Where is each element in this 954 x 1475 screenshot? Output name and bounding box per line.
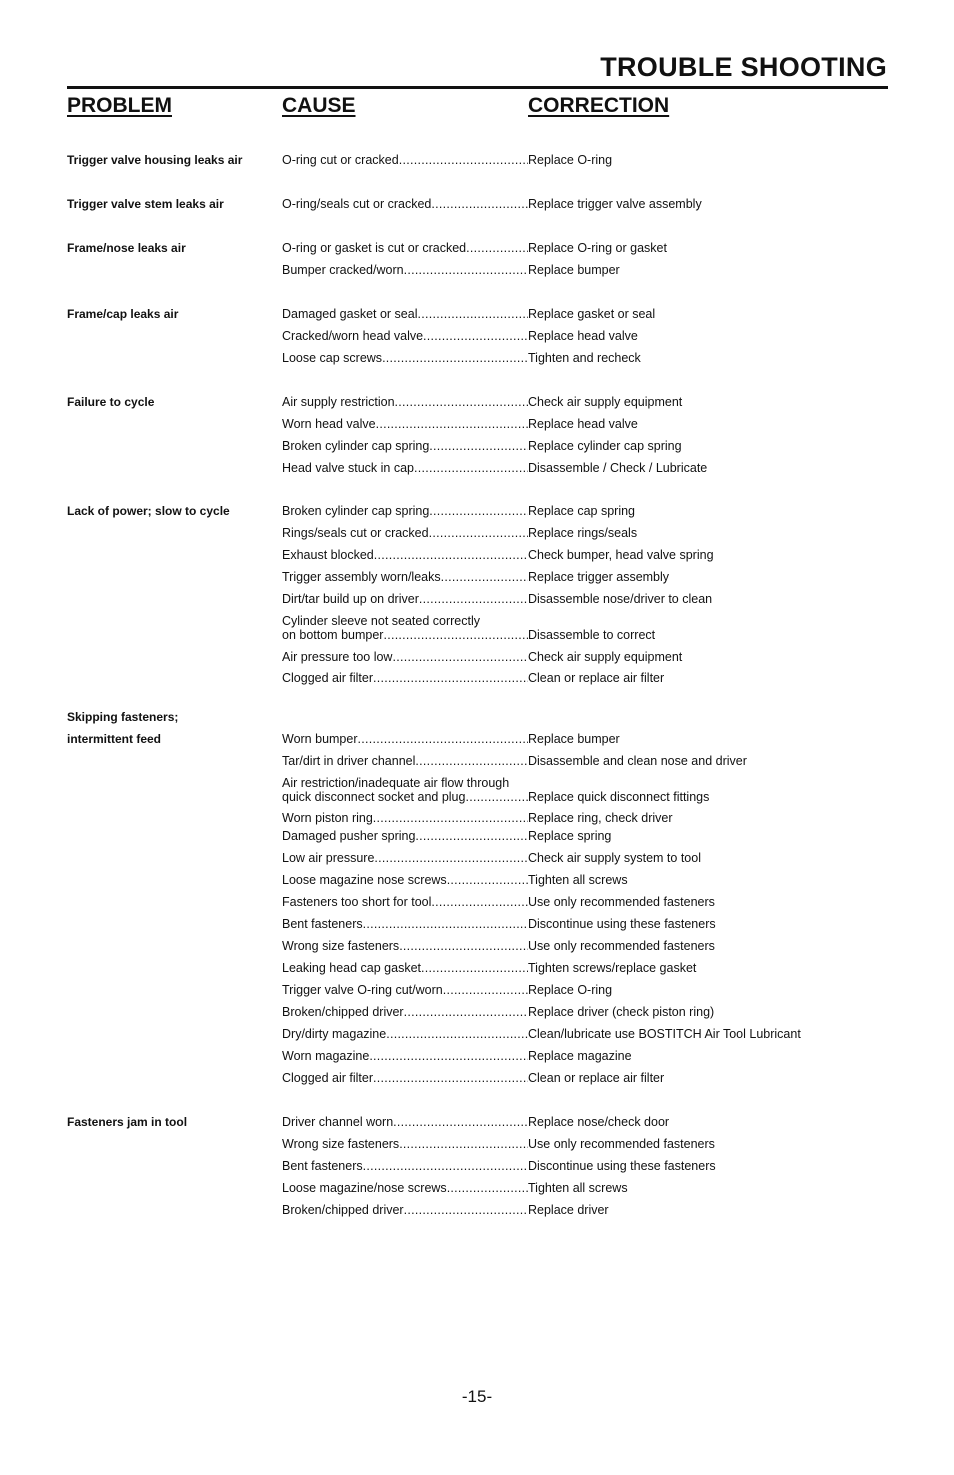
dot-leader — [404, 1005, 528, 1019]
cause-text: Exhaust blocked — [282, 548, 374, 562]
cause-cell — [282, 329, 528, 343]
problem-label: Fasteners jam in tool — [67, 1115, 188, 1129]
correction-text: Clean or replace air filter — [528, 1071, 665, 1085]
cause-text: Head valve stuck in cap — [282, 461, 415, 475]
cause-cell — [282, 1027, 528, 1041]
dot-leader — [395, 395, 528, 409]
cause-text: Wrong size fasteners — [282, 1137, 400, 1151]
cause-text: Worn bumper — [282, 732, 358, 746]
dot-leader — [421, 961, 528, 975]
cause-cell — [282, 671, 528, 685]
cause-text: O-ring/seals cut or cracked — [282, 197, 432, 211]
dot-leader — [415, 829, 528, 843]
dot-leader — [423, 329, 528, 343]
dot-leader — [363, 1159, 528, 1173]
cause-text: O-ring or gasket is cut or cracked — [282, 241, 467, 255]
cause-cell — [282, 307, 528, 321]
correction-text: Replace gasket or seal — [528, 307, 656, 321]
cause-text: O-ring cut or cracked — [282, 153, 399, 167]
dot-leader — [466, 241, 528, 255]
dot-leader — [373, 671, 528, 685]
cause-text: quick disconnect socket and plug — [282, 790, 466, 804]
cause-text-line1: Cylinder sleeve not seated correctly — [282, 614, 481, 628]
correction-text: Check air supply equipment — [528, 395, 683, 409]
correction-text: Disassemble and clean nose and driver — [528, 754, 747, 768]
cause-text: Driver channel worn — [282, 1115, 394, 1129]
cause-text: Loose magazine/nose screws — [282, 1181, 447, 1195]
cause-cell — [282, 650, 528, 664]
correction-text: Tighten and recheck — [528, 351, 641, 365]
cause-cell — [282, 1137, 528, 1151]
cause-cell — [282, 417, 528, 431]
cause-text: Bent fasteners — [282, 1159, 363, 1173]
correction-text: Check bumper, head valve spring — [528, 548, 714, 562]
cause-cell — [282, 829, 528, 843]
correction-text: Discontinue using these fasteners — [528, 917, 716, 931]
cause-text: Damaged gasket or seal — [282, 307, 418, 321]
correction-text: Replace O-ring or gasket — [528, 241, 667, 255]
cause-cell — [282, 153, 528, 167]
problem-label: Frame/cap leaks air — [67, 307, 179, 321]
cause-text: Loose magazine nose screws — [282, 873, 447, 887]
correction-text: Replace trigger assembly — [528, 570, 670, 584]
cause-text-line1: Air restriction/inadequate air flow through — [282, 776, 510, 790]
cause-cell — [282, 732, 528, 746]
cause-cell — [282, 754, 528, 768]
cause-text: Dry/dirty magazine — [282, 1027, 387, 1041]
dot-leader — [418, 307, 529, 321]
dot-leader — [465, 790, 528, 804]
problem-label-line1: Skipping fasteners; — [67, 710, 179, 724]
cause-text: Worn magazine — [282, 1049, 370, 1063]
cause-text: Broken/chipped driver — [282, 1005, 404, 1019]
correction-text: Replace driver (check piston ring) — [528, 1005, 715, 1019]
cause-cell — [282, 570, 528, 584]
correction-text: Replace driver — [528, 1203, 609, 1217]
correction-text: Replace bumper — [528, 263, 620, 277]
cause-text: Clogged air filter — [282, 671, 374, 685]
cause-cell — [282, 526, 528, 540]
cause-cell — [282, 939, 528, 953]
cause-cell — [282, 351, 528, 365]
correction-text: Replace O-ring — [528, 153, 613, 167]
problem-label: intermittent feed — [67, 732, 162, 746]
cause-text: Low air pressure — [282, 851, 375, 865]
page-title: TROUBLE SHOOTING — [600, 52, 887, 82]
cause-text: Dirt/tar build up on driver — [282, 592, 419, 606]
dot-leader — [447, 873, 528, 887]
cause-text: Worn piston ring — [282, 811, 373, 825]
cause-cell — [282, 197, 528, 211]
cause-cell — [282, 592, 528, 606]
cause-cell — [282, 851, 528, 865]
dot-leader — [358, 732, 529, 746]
title-rule — [67, 86, 888, 89]
cause-cell — [282, 263, 528, 277]
cause-cell — [282, 811, 528, 825]
correction-text: Disassemble to correct — [528, 628, 656, 642]
correction-text: Replace O-ring — [528, 983, 613, 997]
cause-text: Trigger assembly worn/leaks — [282, 570, 441, 584]
cause-cell — [282, 504, 528, 518]
correction-text: Replace magazine — [528, 1049, 632, 1063]
correction-text: Replace ring, check driver — [528, 811, 673, 825]
correction-text: Replace bumper — [528, 732, 620, 746]
dot-leader — [373, 811, 528, 825]
cause-cell — [282, 961, 528, 975]
dot-leader — [399, 1137, 528, 1151]
dot-leader — [399, 939, 528, 953]
correction-text: Tighten all screws — [528, 873, 628, 887]
cause-text: Worn head valve — [282, 417, 376, 431]
cause-text: Rings/seals cut or cracked — [282, 526, 429, 540]
cause-cell — [282, 439, 528, 453]
problem-label: Frame/nose leaks air — [67, 241, 186, 255]
cause-text: Trigger valve O-ring cut/worn — [282, 983, 443, 997]
dot-leader — [404, 263, 528, 277]
cause-cell — [282, 395, 528, 409]
cause-text: Bent fasteners — [282, 917, 363, 931]
correction-text: Use only recommended fasteners — [528, 1137, 715, 1151]
correction-text: Tighten screws/replace gasket — [528, 961, 697, 975]
cause-cell — [282, 895, 528, 909]
cause-text: Damaged pusher spring — [282, 829, 416, 843]
cause-text: Broken/chipped driver — [282, 1203, 404, 1217]
dot-leader — [376, 417, 528, 431]
cause-cell — [282, 917, 528, 931]
cause-text: Bumper cracked/worn — [282, 263, 404, 277]
dot-leader — [441, 570, 528, 584]
cause-cell — [282, 1005, 528, 1019]
cause-text: Tar/dirt in driver channel — [282, 754, 416, 768]
cause-cell — [282, 1159, 528, 1173]
dot-leader — [419, 592, 528, 606]
dot-leader — [399, 153, 528, 167]
dot-leader — [415, 754, 528, 768]
cause-cell — [282, 461, 528, 475]
page-number: -15- — [461, 1387, 493, 1406]
correction-text: Disassemble nose/driver to clean — [528, 592, 713, 606]
cause-cell — [282, 1181, 528, 1195]
cause-cell — [282, 1115, 528, 1129]
cause-text: on bottom bumper — [282, 628, 384, 642]
correction-text: Disassemble / Check / Lubricate — [528, 461, 708, 475]
correction-text: Replace nose/check door — [528, 1115, 670, 1129]
cause-cell — [282, 1049, 528, 1063]
dot-leader — [443, 983, 528, 997]
problem-label: Trigger valve stem leaks air — [67, 197, 224, 211]
cause-text: Clogged air filter — [282, 1071, 374, 1085]
correction-text: Use only recommended fasteners — [528, 939, 715, 953]
cause-cell — [282, 873, 528, 887]
dot-leader — [431, 895, 528, 909]
problem-label: Failure to cycle — [67, 395, 155, 409]
dot-leader — [383, 628, 528, 642]
dot-leader — [363, 917, 528, 931]
cause-cell — [282, 614, 528, 642]
cause-cell — [282, 776, 528, 804]
dot-leader — [393, 1115, 528, 1129]
cause-cell — [282, 1071, 528, 1085]
correction-text: Check air supply equipment — [528, 650, 683, 664]
correction-text: Replace trigger valve assembly — [528, 197, 702, 211]
correction-text: Clean/lubricate use BOSTITCH Air Tool Lubricant — [528, 1027, 801, 1041]
column-header-problem: PROBLEM — [67, 94, 172, 117]
dot-leader — [414, 461, 528, 475]
cause-text: Air supply restriction — [282, 395, 395, 409]
cause-text: Loose cap screws — [282, 351, 383, 365]
correction-text: Check air supply system to tool — [528, 851, 701, 865]
correction-text: Replace rings/seals — [528, 526, 638, 540]
cause-cell — [282, 983, 528, 997]
correction-text: Replace cap spring — [528, 504, 636, 518]
dot-leader — [431, 197, 528, 211]
cause-cell — [282, 1203, 528, 1217]
cause-text: Broken cylinder cap spring — [282, 504, 430, 518]
problem-label: Lack of power; slow to cycle — [67, 504, 230, 518]
correction-text: Clean or replace air filter — [528, 671, 665, 685]
correction-text: Replace quick disconnect fittings — [528, 790, 710, 804]
cause-text: Air pressure too low — [282, 650, 393, 664]
cause-text: Cracked/worn head valve — [282, 329, 424, 343]
dot-leader — [404, 1203, 528, 1217]
dot-leader — [429, 504, 528, 518]
dot-leader — [373, 1071, 528, 1085]
correction-text: Tighten all screws — [528, 1181, 628, 1195]
dot-leader — [429, 439, 528, 453]
correction-text: Replace head valve — [528, 329, 638, 343]
correction-text: Replace head valve — [528, 417, 638, 431]
dot-leader — [374, 851, 528, 865]
cause-text: Wrong size fasteners — [282, 939, 400, 953]
dot-leader — [374, 548, 528, 562]
cause-text: Fasteners too short for tool — [282, 895, 432, 909]
dot-leader — [386, 1027, 528, 1041]
column-header-cause: CAUSE — [282, 94, 356, 117]
correction-text: Replace spring — [528, 829, 612, 843]
dot-leader — [369, 1049, 528, 1063]
dot-leader — [447, 1181, 528, 1195]
cause-text: Leaking head cap gasket — [282, 961, 421, 975]
cause-cell — [282, 548, 528, 562]
cause-text: Broken cylinder cap spring — [282, 439, 430, 453]
dot-leader — [382, 351, 528, 365]
dot-leader — [429, 526, 528, 540]
column-header-correction: CORRECTION — [528, 94, 670, 117]
correction-text: Discontinue using these fasteners — [528, 1159, 716, 1173]
problem-label: Trigger valve housing leaks air — [67, 153, 243, 167]
correction-text: Use only recommended fasteners — [528, 895, 715, 909]
dot-leader — [392, 650, 528, 664]
correction-text: Replace cylinder cap spring — [528, 439, 682, 453]
cause-cell — [282, 241, 528, 255]
